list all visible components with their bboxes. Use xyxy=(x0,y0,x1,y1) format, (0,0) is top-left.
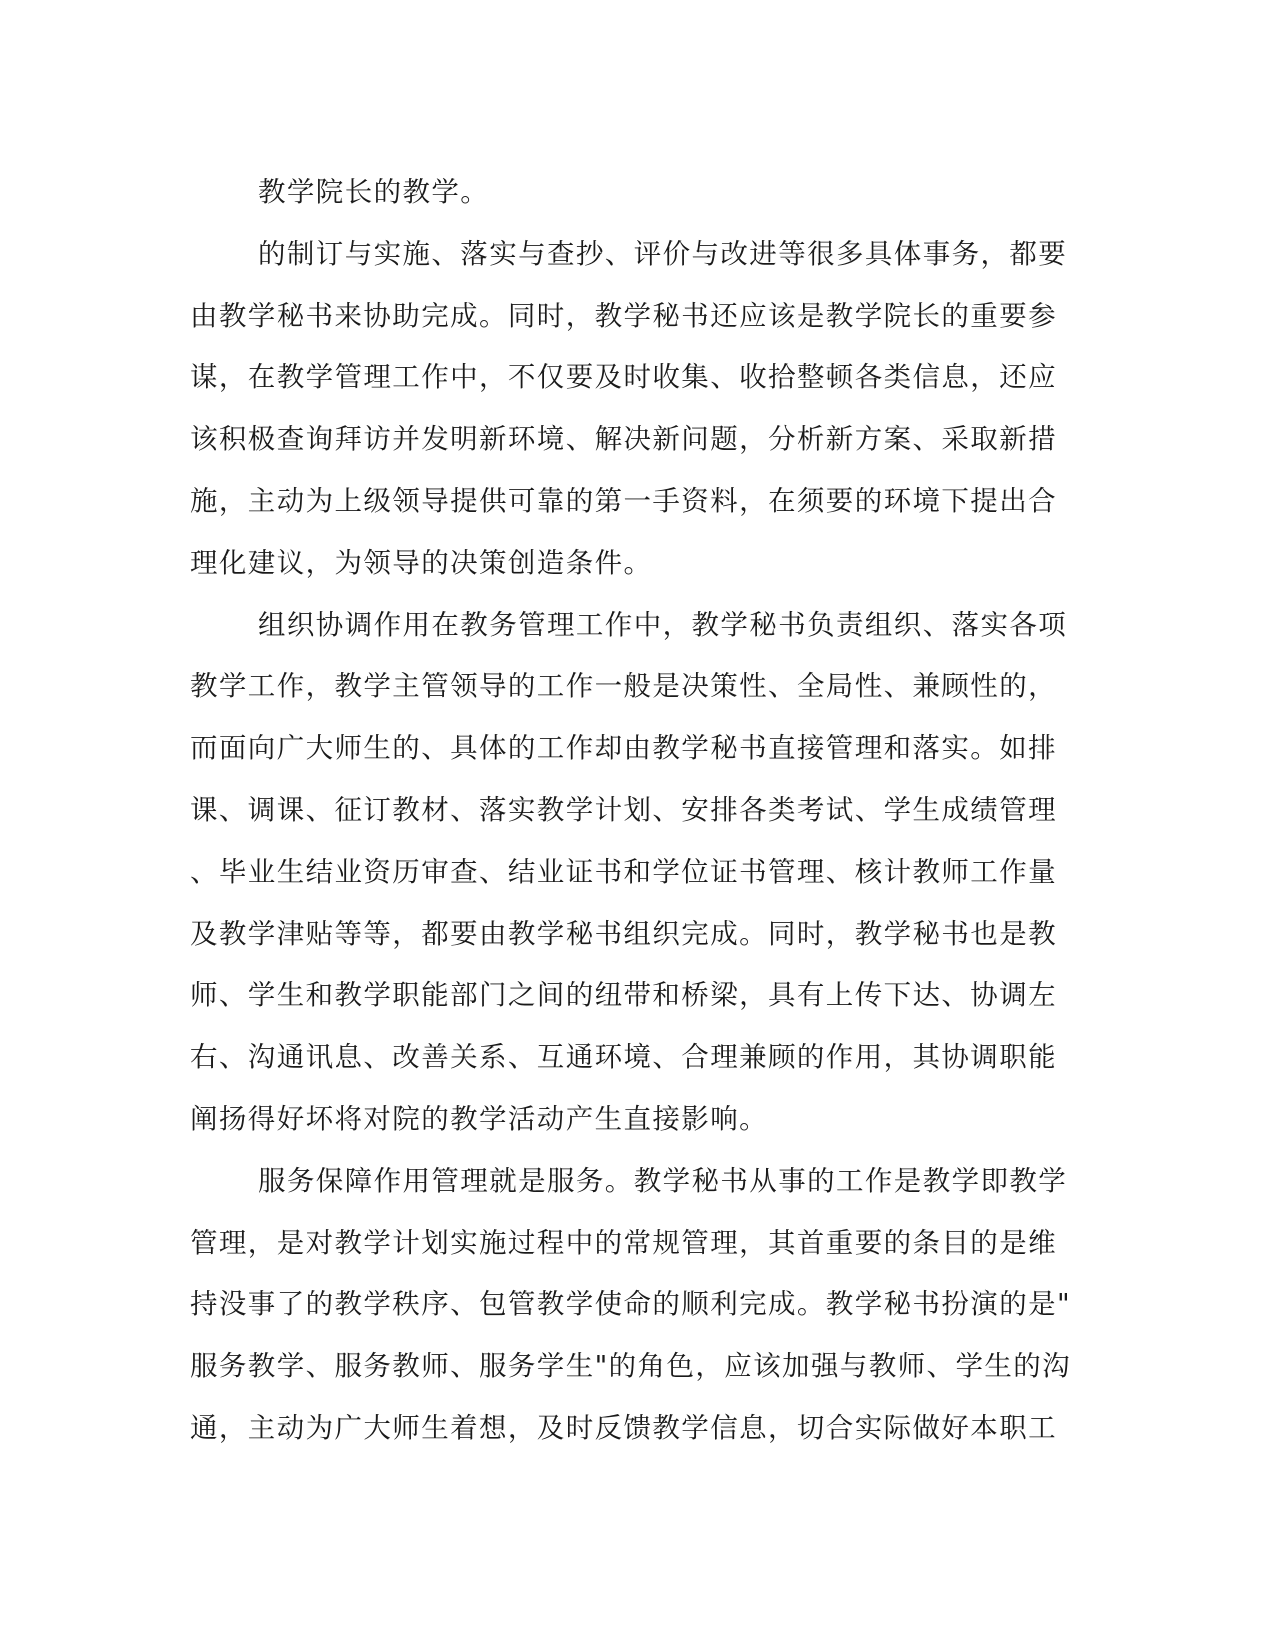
text-line: 谋，在教学管理工作中，不仅要及时收集、收拾整顿各类信息，还应 xyxy=(190,361,1057,394)
text-line: 师、学生和教学职能部门之间的纽带和桥梁，具有上传下达、协调左 xyxy=(190,979,1057,1012)
paragraph-intro xyxy=(190,162,1070,224)
text-line: 持没事了的教学秩序、包管教学使命的顺利完成。教学秘书扮演的是" xyxy=(190,1288,1072,1321)
text-line: 组织协调作用在教务管理工作中，教学秘书负责组织、落实各项 xyxy=(258,608,1068,641)
text-line: 由教学秘书来协助完成。同时，教学秘书还应该是教学院长的重要参 xyxy=(190,299,1057,332)
text-line: 教学工作，教学主管领导的工作一般是决策性、全局性、兼顾性的， xyxy=(190,670,1057,703)
text-line: 阐扬得好坏将对院的教学活动产生直接影响。 xyxy=(190,1102,768,1135)
text-line: 而面向广大师生的、具体的工作却由教学秘书直接管理和落实。如排 xyxy=(190,732,1057,765)
text-line: 服务教学、服务教师、服务学生"的角色，应该加强与教师、学生的沟 xyxy=(190,1350,1072,1383)
text-line: 施，主动为上级领导提供可靠的第一手资料，在须要的环境下提出合 xyxy=(190,484,1057,517)
text-line: 及教学津贴等等，都要由教学秘书组织完成。同时，教学秘书也是教 xyxy=(190,917,1057,950)
paragraph-secretary-assistant xyxy=(190,224,1070,595)
text-line: 课、调课、征订教材、落实教学计划、安排各类考试、学生成绩管理 xyxy=(190,793,1057,826)
text-line: 的制订与实施、落实与查抄、评价与改进等很多具体事务，都要 xyxy=(258,237,1068,270)
text-line: 服务保障作用管理就是服务。教学秘书从事的工作是教学即教学 xyxy=(258,1164,1068,1197)
document-body xyxy=(190,162,1070,1460)
text-line: 、毕业生结业资历审查、结业证书和学位证书管理、核计教师工作量 xyxy=(190,855,1057,888)
paragraph-coordination-role xyxy=(190,595,1070,1151)
text-line: 通，主动为广大师生着想，及时反馈教学信息，切合实际做好本职工 xyxy=(190,1411,1057,1444)
text-line: 管理，是对教学计划实施过程中的常规管理，其首重要的条目的是维 xyxy=(190,1226,1057,1259)
text-line: 教学院长的教学。 xyxy=(258,176,490,208)
text-line: 该积极查询拜访并发明新环境、解决新问题，分析新方案、采取新措 xyxy=(190,423,1057,456)
text-line: 右、沟通讯息、改善关系、互通环境、合理兼顾的作用，其协调职能 xyxy=(190,1041,1057,1074)
text-line: 理化建议，为领导的决策创造条件。 xyxy=(190,546,653,579)
paragraph-service-role xyxy=(190,1151,1070,1460)
